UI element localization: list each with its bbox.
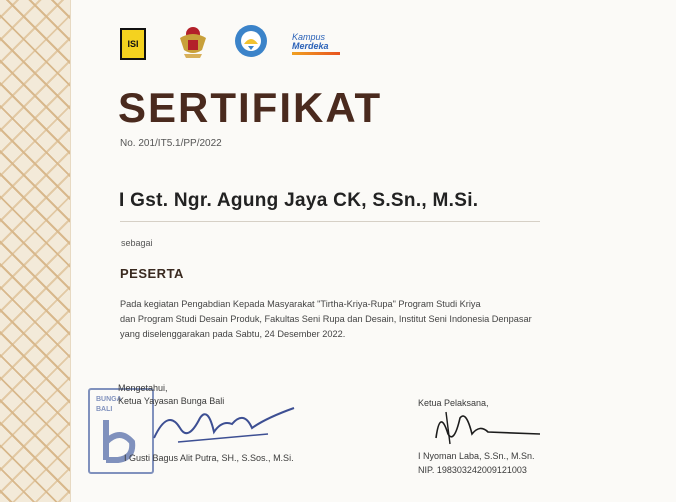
stamp-text: BUNGA [96, 396, 122, 403]
merdeka-label: Merdeka [292, 41, 329, 51]
description-line: Pada kegiatan Pengabdian Kepada Masyarakat "Tirtha-Kriya-Rupa" Program Studi Kriya [120, 299, 481, 309]
description-line: yang diselenggarakan pada Sabtu, 24 Desember 2022. [120, 329, 346, 339]
name-underline [120, 221, 540, 222]
left-signature-icon [148, 398, 298, 453]
description-line: dan Program Studi Desain Produk, Fakultas Seni Rupa dan Desain, Institut Seni Indonesia Denpasar [120, 314, 532, 324]
decorative-border [0, 0, 71, 502]
right-position: Ketua Pelaksana, [418, 398, 489, 408]
left-greeting: Mengetahui, [118, 383, 168, 393]
recipient-role: PESERTA [120, 266, 184, 281]
recipient-name: I Gst. Ngr. Agung Jaya CK, S.Sn., M.Si. [119, 190, 479, 211]
isi-logo [120, 28, 146, 60]
right-signature-icon [428, 404, 548, 453]
kampus-label: Kampus [292, 32, 326, 42]
as-label: sebagai [121, 238, 153, 248]
tut-wuri-handayani-icon [234, 24, 268, 58]
left-signatory-name: I Gusti Bagus Alit Putra, SH., S.Sos., M.Si. [124, 453, 294, 463]
garuda-emblem-icon [176, 24, 210, 60]
right-signatory-nip: NIP. 198303242009121003 [418, 465, 527, 475]
certificate-number: No. 201/IT5.1/PP/2022 [120, 138, 222, 149]
stamp-text: BALI [96, 406, 113, 413]
left-position: Ketua Yayasan Bunga Bali [118, 396, 225, 406]
kampus-merdeka-logo [292, 32, 350, 56]
isi-logo-text: ISI [127, 39, 139, 49]
right-signatory-name: I Nyoman Laba, S.Sn., M.Sn. [418, 451, 535, 461]
event-description [120, 297, 640, 342]
certificate-title: SERTIFIKAT [118, 84, 383, 131]
